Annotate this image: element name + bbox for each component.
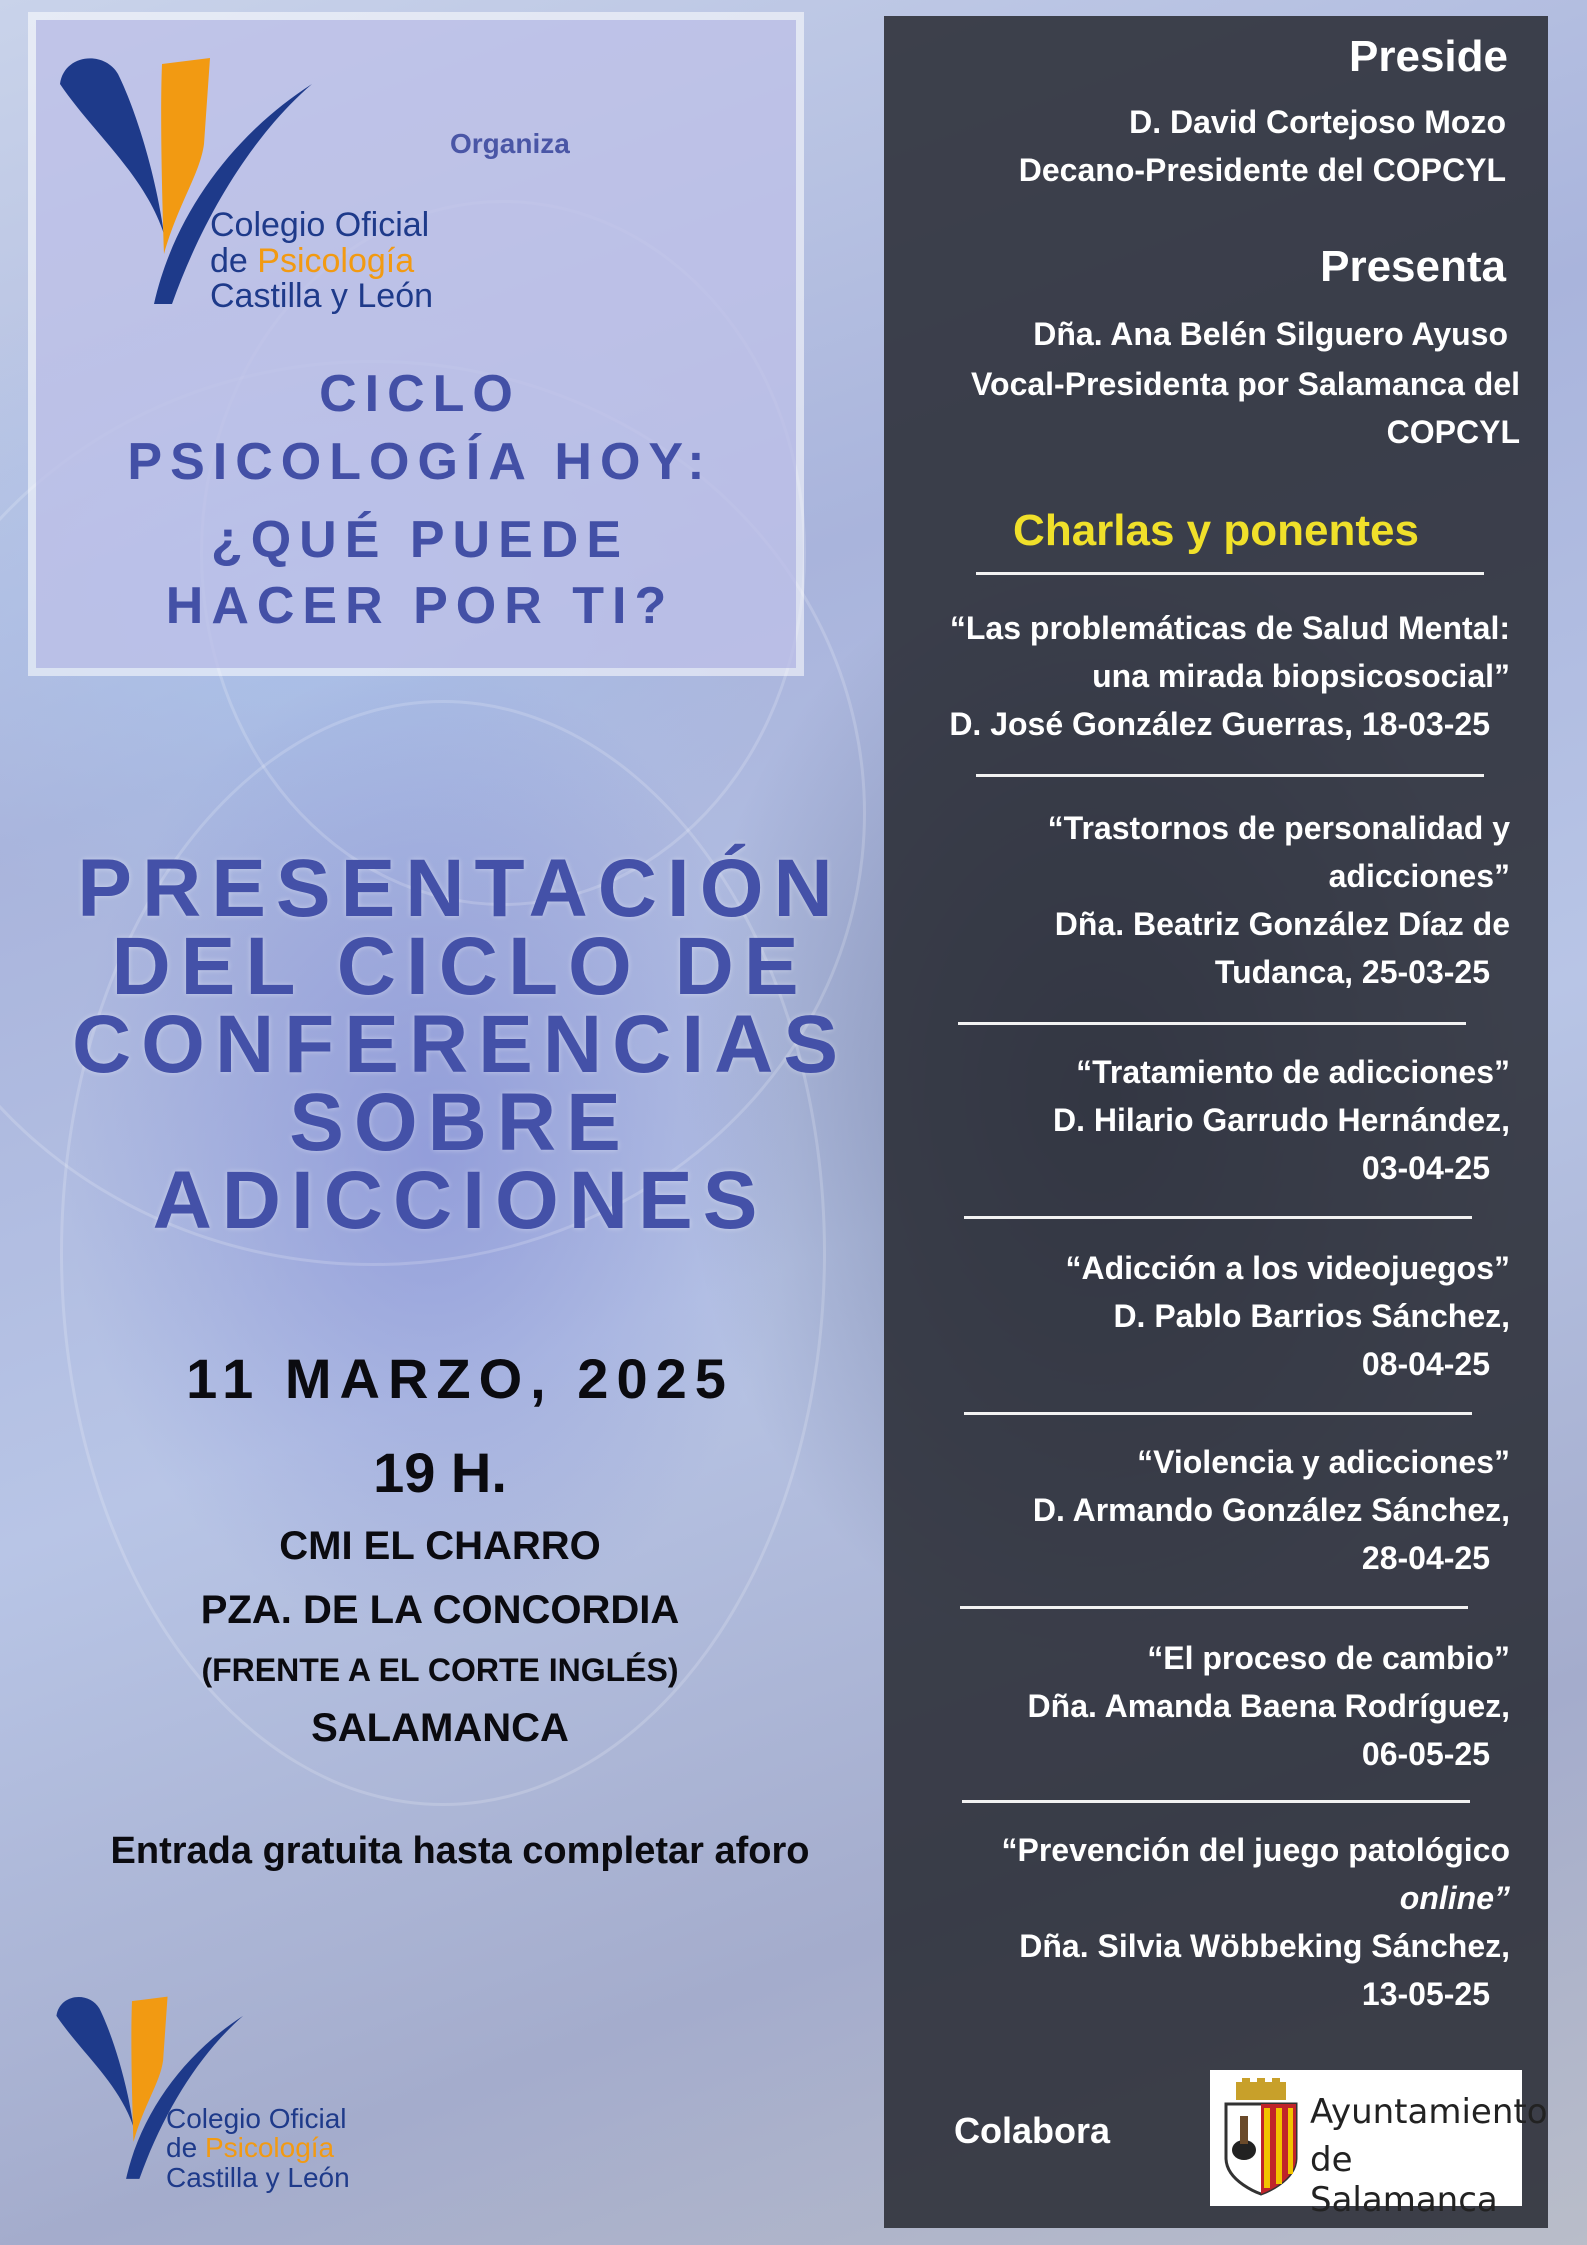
talk-5-title: “Violencia y adicciones” <box>1137 1444 1510 1480</box>
talk-5-date: 28-04-25 <box>1361 1540 1490 1576</box>
talk-7-title-b: online” <box>1399 1880 1510 1916</box>
presenta-name: Dña. Ana Belén Silguero Ayuso <box>1033 316 1508 352</box>
separator <box>964 1216 1472 1219</box>
logo-bottom-line-2a: de <box>166 2132 205 2164</box>
copcyl-logo-text <box>210 208 433 315</box>
ayuntamiento-logo <box>1210 2070 1548 2220</box>
separator <box>976 572 1484 575</box>
talk-item <box>1065 1244 1510 1388</box>
talk-item <box>1028 1634 1510 1778</box>
ayto-line-2: de Salamanca <box>1310 2140 1498 2220</box>
logo-bottom-line-2 <box>166 2133 350 2162</box>
main-title-line-4: SOBRE <box>289 1077 631 1168</box>
talk-4-title: “Adicción a los videojuegos” <box>1065 1250 1510 1286</box>
organiza-label: Organiza <box>450 128 570 159</box>
event-time: 19 H. <box>373 1441 507 1504</box>
talk-7-speaker: Dña. Silvia Wöbbeking Sánchez, <box>1019 1928 1510 1964</box>
presenta-heading: Presenta <box>1320 242 1506 291</box>
logo-line-1: Colegio Oficial <box>210 206 430 244</box>
talk-item <box>1053 1048 1510 1192</box>
ayto-line-1: Ayuntamiento <box>1310 2092 1548 2132</box>
talk-6-date: 06-05-25 <box>1361 1736 1490 1772</box>
logo-line-2 <box>210 241 433 280</box>
talk-1-title-b: una mirada biopsicosocial” <box>1092 658 1510 694</box>
preside-role: Decano-Presidente del COPCYL <box>1018 152 1506 188</box>
cycle-title-2: PSICOLOGÍA HOY: <box>127 433 713 491</box>
main-title <box>40 843 880 1246</box>
main-title-line-3: CONFERENCIAS <box>71 999 849 1090</box>
talk-1-title-a: “Las problemáticas de Salud Mental: <box>949 610 1510 646</box>
talk-5-speaker: D. Armando González Sánchez, <box>1032 1492 1510 1528</box>
talk-7-date: 13-05-25 <box>1361 1976 1490 2012</box>
talk-6-speaker: Dña. Amanda Baena Rodríguez, <box>1027 1688 1510 1724</box>
talk-1-speaker: D. José González Guerras, 18-03-25 <box>949 706 1490 742</box>
main-title-line-2: DEL CICLO DE <box>111 921 809 1012</box>
separator <box>960 1606 1468 1609</box>
presenta-role-1: Vocal-Presidenta por Salamanca del <box>971 366 1520 402</box>
event-venue: CMI EL CHARRO <box>279 1524 601 1568</box>
presenta-role-2: COPCYL <box>1386 414 1520 450</box>
talk-item <box>1001 1826 1510 2018</box>
logo-bottom-line-3: Castilla y León <box>166 2161 350 2193</box>
speakers-panel <box>884 16 1548 2228</box>
separator <box>976 774 1484 777</box>
talk-2-speaker-b: Tudanca, 25-03-25 <box>1214 954 1490 990</box>
logo-bottom-line-2b: Psicología <box>204 2132 335 2164</box>
copcyl-logo-bottom-text <box>166 2104 350 2192</box>
talks-heading: Charlas y ponentes <box>1013 506 1419 555</box>
main-title-line-1: PRESENTACIÓN <box>77 843 843 934</box>
separator <box>958 1022 1466 1025</box>
talk-item <box>1033 1438 1510 1582</box>
talk-item <box>1048 804 1510 996</box>
event-date: 11 MARZO, 2025 <box>186 1347 734 1410</box>
preside-name: D. David Cortejoso Mozo <box>1129 104 1506 140</box>
coat-of-arms-icon <box>1216 2078 1306 2198</box>
separator <box>964 1412 1472 1415</box>
talk-3-date: 03-04-25 <box>1361 1150 1490 1186</box>
talk-2-title-a: “Trastornos de personalidad y <box>1047 810 1510 846</box>
logo-line-2b: Psicología <box>257 241 415 280</box>
talk-item <box>949 604 1510 748</box>
cycle-title-1: CICLO <box>319 365 521 423</box>
talk-4-speaker: D. Pablo Barrios Sánchez, <box>1113 1298 1510 1334</box>
preside-heading: Preside <box>1349 32 1508 81</box>
talk-2-title-b: adicciones” <box>1328 858 1510 894</box>
separator <box>962 1800 1470 1803</box>
event-address: PZA. DE LA CONCORDIA <box>200 1588 680 1632</box>
talk-6-title: “El proceso de cambio” <box>1147 1640 1510 1676</box>
talk-3-title: “Tratamiento de adicciones” <box>1076 1054 1510 1090</box>
event-note: (FRENTE A EL CORTE INGLÉS) <box>201 1652 679 1688</box>
entry-note: Entrada gratuita hasta completar aforo <box>110 1830 810 1872</box>
cycle-title-3: ¿QUÉ PUEDE <box>210 511 630 569</box>
event-city: SALAMANCA <box>311 1706 569 1750</box>
main-title-line-5: ADICCIONES <box>152 1155 768 1246</box>
talk-7-title-a: “Prevención del juego patológico <box>1001 1832 1510 1868</box>
talk-2-speaker-a: Dña. Beatriz González Díaz de <box>1054 906 1510 942</box>
logo-line-2a: de <box>210 241 258 280</box>
colabora-label: Colabora <box>954 2110 1111 2151</box>
cycle-title-4: HACER POR TI? <box>165 577 675 635</box>
logo-bottom-line-1: Colegio Oficial <box>166 2103 347 2134</box>
talk-4-date: 08-04-25 <box>1361 1346 1490 1382</box>
talk-3-speaker: D. Hilario Garrudo Hernández, <box>1053 1102 1510 1138</box>
logo-line-3: Castilla y León <box>210 277 434 316</box>
